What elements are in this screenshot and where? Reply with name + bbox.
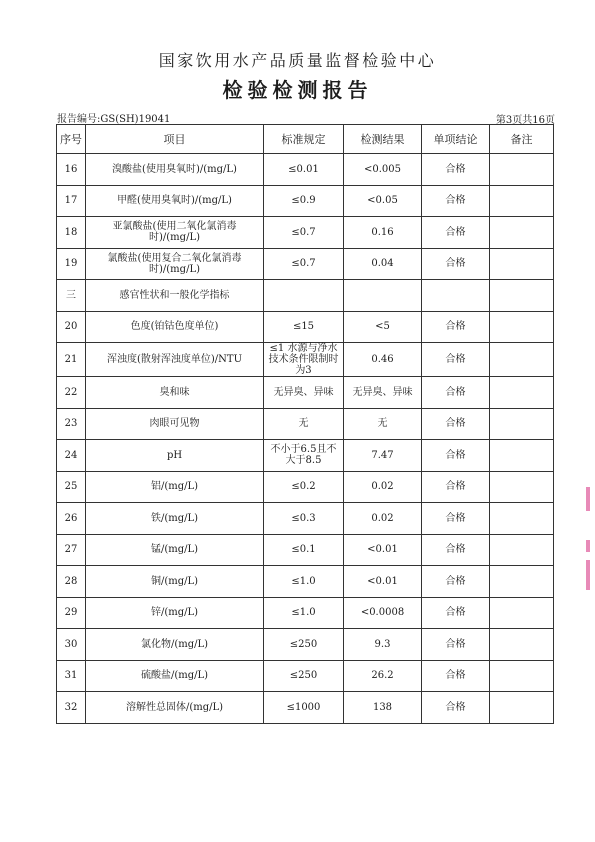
edge-stamp-mark <box>586 540 590 552</box>
cell-no: 25 <box>57 471 86 503</box>
cell-standard: ≤1.0 <box>264 566 344 598</box>
cell-conclusion: 合格 <box>422 597 490 629</box>
cell-section-title: 感官性状和一般化学指标 <box>86 280 264 312</box>
cell-conclusion: 合格 <box>422 566 490 598</box>
cell-note <box>490 597 554 629</box>
cell-no: 17 <box>57 185 86 217</box>
cell-standard: ≤0.1 <box>264 534 344 566</box>
table-row <box>57 154 554 186</box>
column-header-item: 项目 <box>86 125 264 154</box>
cell-conclusion <box>422 280 490 312</box>
cell-no: 三 <box>57 280 86 312</box>
cell-item: 肉眼可见物 <box>86 408 264 440</box>
report-number: 报告编号:GS(SH)19041 <box>57 114 171 125</box>
cell-no: 26 <box>57 503 86 535</box>
cell-note <box>490 692 554 724</box>
table-row <box>57 692 554 724</box>
cell-standard: ≤0.7 <box>264 217 344 249</box>
cell-note <box>490 440 554 472</box>
table-row <box>57 503 554 535</box>
cell-no: 29 <box>57 597 86 629</box>
cell-item: 锌/(mg/L) <box>86 597 264 629</box>
cell-note <box>490 503 554 535</box>
cell-conclusion: 合格 <box>422 503 490 535</box>
cell-result: 无异臭、异味 <box>344 377 422 409</box>
cell-item: 溴酸盐(使用臭氧时)/(mg/L) <box>86 154 264 186</box>
cell-result: 9.3 <box>344 629 422 661</box>
cell-no: 30 <box>57 629 86 661</box>
cell-item: 色度(铂钴色度单位) <box>86 311 264 343</box>
cell-standard: ≤1000 <box>264 692 344 724</box>
cell-conclusion: 合格 <box>422 660 490 692</box>
cell-conclusion: 合格 <box>422 440 490 472</box>
results-table <box>56 124 554 724</box>
cell-standard: ≤1.0 <box>264 597 344 629</box>
cell-no: 27 <box>57 534 86 566</box>
cell-item: 锰/(mg/L) <box>86 534 264 566</box>
cell-result: <0.005 <box>344 154 422 186</box>
cell-standard <box>264 280 344 312</box>
cell-result: 0.04 <box>344 248 422 280</box>
cell-result: 0.16 <box>344 217 422 249</box>
table-row <box>57 217 554 249</box>
table-row <box>57 534 554 566</box>
cell-result: <0.0008 <box>344 597 422 629</box>
cell-conclusion: 合格 <box>422 311 490 343</box>
table-row <box>57 440 554 472</box>
cell-standard: 无 <box>264 408 344 440</box>
cell-note <box>490 534 554 566</box>
cell-standard: ≤0.7 <box>264 248 344 280</box>
cell-item: 硫酸盐/(mg/L) <box>86 660 264 692</box>
cell-conclusion: 合格 <box>422 692 490 724</box>
cell-no: 28 <box>57 566 86 598</box>
cell-note <box>490 280 554 312</box>
cell-no: 16 <box>57 154 86 186</box>
cell-conclusion: 合格 <box>422 534 490 566</box>
cell-result: <0.05 <box>344 185 422 217</box>
column-header-standard: 标准规定 <box>264 125 344 154</box>
cell-note <box>490 660 554 692</box>
cell-item: 臭和味 <box>86 377 264 409</box>
cell-conclusion: 合格 <box>422 185 490 217</box>
cell-note <box>490 217 554 249</box>
table-row <box>57 471 554 503</box>
cell-standard: ≤250 <box>264 660 344 692</box>
cell-note <box>490 311 554 343</box>
table-row <box>57 311 554 343</box>
cell-conclusion: 合格 <box>422 217 490 249</box>
column-header-no: 序号 <box>57 125 86 154</box>
table-body <box>57 154 554 724</box>
cell-conclusion: 合格 <box>422 154 490 186</box>
cell-standard: ≤0.01 <box>264 154 344 186</box>
cell-note <box>490 154 554 186</box>
cell-note <box>490 185 554 217</box>
cell-standard: 不小于6.5且不大于8.5 <box>264 440 344 472</box>
cell-standard: ≤0.2 <box>264 471 344 503</box>
cell-conclusion: 合格 <box>422 408 490 440</box>
cell-no: 23 <box>57 408 86 440</box>
table-row <box>57 248 554 280</box>
cell-result: 0.02 <box>344 503 422 535</box>
table-row <box>57 566 554 598</box>
cell-conclusion: 合格 <box>422 629 490 661</box>
table-row <box>57 660 554 692</box>
cell-note <box>490 566 554 598</box>
table-row <box>57 408 554 440</box>
cell-result: 0.02 <box>344 471 422 503</box>
cell-conclusion: 合格 <box>422 377 490 409</box>
cell-standard: 无异臭、异味 <box>264 377 344 409</box>
cell-no: 19 <box>57 248 86 280</box>
table-row <box>57 280 554 312</box>
cell-no: 22 <box>57 377 86 409</box>
column-header-result: 检测结果 <box>344 125 422 154</box>
cell-note <box>490 248 554 280</box>
table-row <box>57 343 554 377</box>
cell-note <box>490 471 554 503</box>
cell-standard: ≤1 水源与净水技术条件限制时为3 <box>264 343 344 377</box>
organization-name: 国家饮用水产品质量监督检验中心 <box>158 51 437 70</box>
cell-conclusion: 合格 <box>422 248 490 280</box>
cell-result: 26.2 <box>344 660 422 692</box>
table-row <box>57 597 554 629</box>
cell-conclusion: 合格 <box>422 471 490 503</box>
cell-result: <5 <box>344 311 422 343</box>
cell-standard: ≤250 <box>264 629 344 661</box>
cell-item: 氯化物/(mg/L) <box>86 629 264 661</box>
cell-item: 铁/(mg/L) <box>86 503 264 535</box>
page-indicator: 第3页共16页 <box>495 115 555 126</box>
cell-result: <0.01 <box>344 566 422 598</box>
table-row <box>57 629 554 661</box>
cell-result: 0.46 <box>344 343 422 377</box>
cell-item: 亚氯酸盐(使用二氧化氯消毒时)/(mg/L) <box>86 217 264 249</box>
cell-no: 31 <box>57 660 86 692</box>
edge-stamp-mark <box>586 487 590 511</box>
table-row <box>57 185 554 217</box>
cell-item: 铜/(mg/L) <box>86 566 264 598</box>
cell-item: 浑浊度(散射浑浊度单位)/NTU <box>86 343 264 377</box>
cell-standard: ≤0.3 <box>264 503 344 535</box>
cell-note <box>490 408 554 440</box>
column-header-conclusion: 单项结论 <box>422 125 490 154</box>
cell-note <box>490 629 554 661</box>
cell-item: 铝/(mg/L) <box>86 471 264 503</box>
report-title: 检验检测报告 <box>222 78 373 102</box>
table-row <box>57 377 554 409</box>
cell-item: 氯酸盐(使用复合二氧化氯消毒时)/(mg/L) <box>86 248 264 280</box>
table-header-row <box>57 125 554 154</box>
column-header-note: 备注 <box>490 125 554 154</box>
cell-result: <0.01 <box>344 534 422 566</box>
cell-item: 溶解性总固体/(mg/L) <box>86 692 264 724</box>
cell-item: 甲醛(使用臭氧时)/(mg/L) <box>86 185 264 217</box>
edge-stamp-mark <box>586 560 590 590</box>
cell-no: 21 <box>57 343 86 377</box>
cell-no: 20 <box>57 311 86 343</box>
cell-item: pH <box>86 440 264 472</box>
cell-no: 18 <box>57 217 86 249</box>
cell-no: 32 <box>57 692 86 724</box>
cell-conclusion: 合格 <box>422 343 490 377</box>
cell-result: 7.47 <box>344 440 422 472</box>
cell-note <box>490 377 554 409</box>
cell-result: 无 <box>344 408 422 440</box>
cell-standard: ≤0.9 <box>264 185 344 217</box>
cell-note <box>490 343 554 377</box>
cell-standard: ≤15 <box>264 311 344 343</box>
cell-no: 24 <box>57 440 86 472</box>
cell-result <box>344 280 422 312</box>
cell-result: 138 <box>344 692 422 724</box>
